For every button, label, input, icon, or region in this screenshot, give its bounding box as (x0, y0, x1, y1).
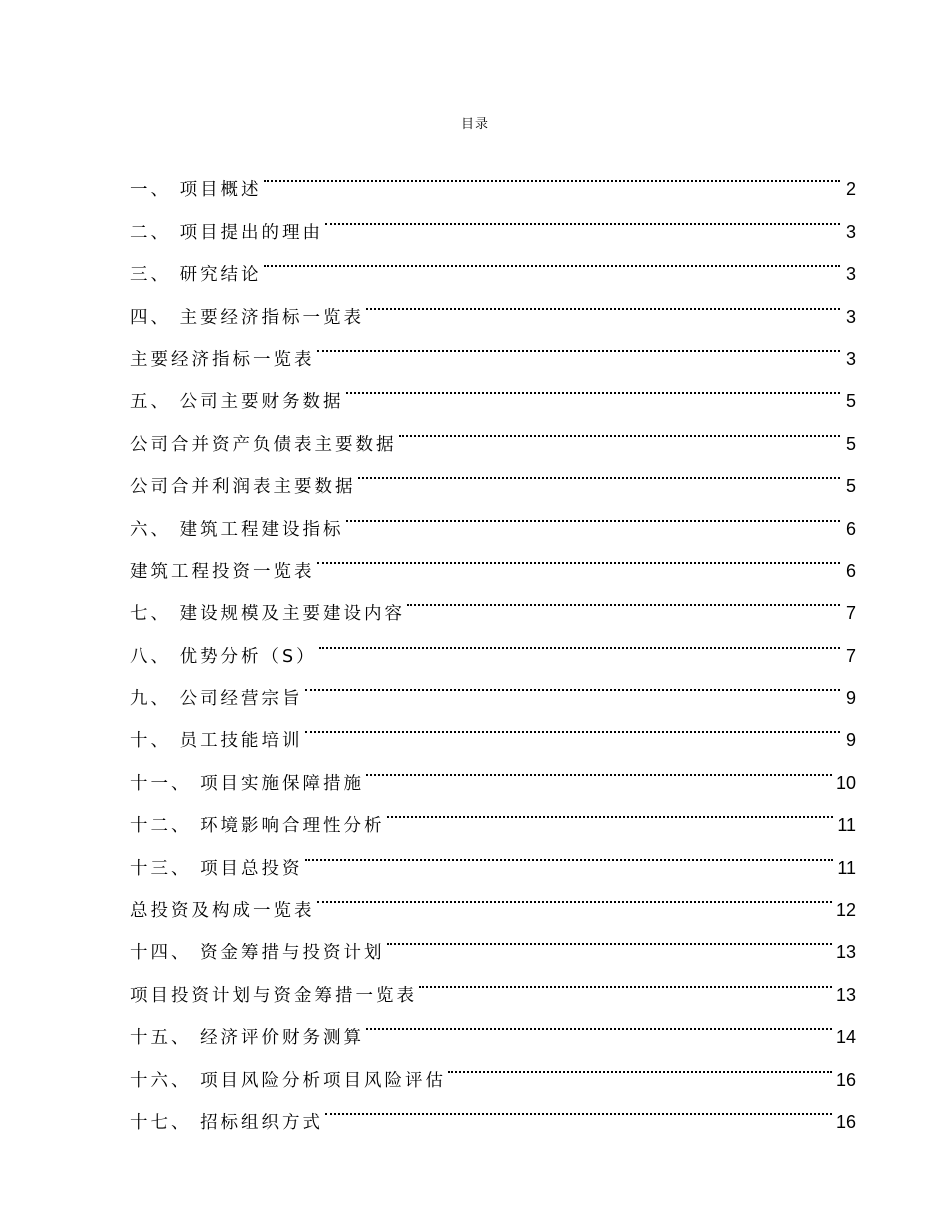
toc-entry-page-number: 10 (835, 772, 856, 793)
toc-dot-leader (358, 450, 841, 492)
toc-dot-leader (346, 492, 840, 534)
toc-entry-page-number: 3 (845, 221, 856, 242)
toc-dot-leader (317, 535, 841, 577)
toc-entry-page-number: 7 (845, 645, 856, 666)
toc-entry-label: 八、 优势分析（S） (130, 646, 317, 667)
toc-dot-leader (366, 280, 840, 322)
toc-entry-label: 六、 建筑工程建设指标 (130, 519, 344, 540)
toc-entry-label: 七、 建设规模及主要建设内容 (130, 604, 406, 625)
table-of-contents (130, 153, 856, 1133)
toc-title: 目录 (460, 117, 489, 132)
toc-entry-label: 公司合并利润表主要数据 (130, 477, 356, 498)
toc-entry-page-number: 3 (845, 264, 856, 285)
toc-dot-leader (387, 916, 832, 958)
toc-dot-leader (366, 1001, 832, 1043)
toc-dot-leader (407, 577, 840, 619)
toc-entry-label: 九、 公司经营宗旨 (130, 689, 303, 710)
toc-entry-label: 建筑工程投资一览表 (130, 561, 315, 582)
toc-dot-leader (419, 958, 832, 1000)
toc-entry-page-number: 5 (845, 391, 856, 412)
toc-entry-page-number: 6 (845, 560, 856, 581)
toc-entry-label: 项目投资计划与资金筹措一览表 (130, 985, 417, 1006)
toc-entry-page-number: 6 (845, 518, 856, 539)
toc-dot-leader (264, 238, 840, 280)
toc-entry-label: 十五、 经济评价财务测算 (130, 1028, 365, 1049)
toc-entry-page-number: 16 (835, 1111, 856, 1132)
toc-entry-label: 十一、 项目实施保障措施 (130, 773, 365, 794)
toc-dot-leader (325, 195, 840, 237)
toc-dot-leader (305, 704, 840, 746)
toc-entry-page-number: 7 (845, 603, 856, 624)
toc-entry-page-number: 9 (845, 688, 856, 709)
toc-entry-label: 十四、 资金筹措与投资计划 (130, 943, 385, 964)
toc-entry-page-number: 13 (835, 984, 856, 1005)
toc-dot-leader (264, 153, 840, 195)
toc-entry-label: 五、 公司主要财务数据 (130, 392, 344, 413)
toc-entry[interactable] (130, 153, 856, 201)
toc-entry-label: 三、 研究结论 (130, 265, 262, 286)
toc-entry-label: 十三、 项目总投资 (130, 858, 303, 879)
toc-entry-page-number: 13 (835, 942, 856, 963)
toc-dot-leader (317, 323, 841, 365)
toc-entry-label: 十二、 环境影响合理性分析 (130, 816, 385, 837)
toc-entry-page-number: 11 (837, 857, 856, 878)
toc-entry-label: 公司合并资产负债表主要数据 (130, 434, 397, 455)
toc-dot-leader (305, 831, 834, 873)
toc-entry-label: 十、 员工技能培训 (130, 731, 303, 752)
toc-dot-leader (305, 662, 840, 704)
toc-dot-leader (319, 619, 840, 661)
toc-entry-label: 十六、 项目风险分析项目风险评估 (130, 1070, 447, 1091)
toc-entry-page-number: 5 (845, 433, 856, 454)
toc-entry-page-number: 3 (845, 306, 856, 327)
toc-entry-page-number: 12 (835, 900, 856, 921)
toc-entry-page-number: 5 (845, 476, 856, 497)
toc-entry-page-number: 16 (835, 1069, 856, 1090)
toc-dot-leader (366, 746, 832, 788)
toc-entry-page-number: 3 (845, 348, 856, 369)
toc-dot-leader (399, 407, 841, 449)
toc-entry-label: 十七、 招标组织方式 (130, 1112, 324, 1133)
toc-entry-label: 主要经济指标一览表 (130, 349, 315, 370)
toc-entry-page-number: 9 (845, 730, 856, 751)
toc-dot-leader (325, 1086, 832, 1128)
toc-dot-leader (346, 365, 840, 407)
toc-entry-label: 总投资及构成一览表 (130, 901, 315, 922)
toc-entry-label: 二、 项目提出的理由 (130, 222, 324, 243)
toc-dot-leader (387, 789, 834, 831)
toc-entry-label: 一、 项目概述 (130, 180, 262, 201)
toc-entry-page-number: 2 (845, 179, 856, 200)
toc-entry-page-number: 11 (837, 815, 856, 836)
toc-dot-leader (317, 874, 832, 916)
toc-entry-page-number: 14 (835, 1027, 856, 1048)
toc-entry-label: 四、 主要经济指标一览表 (130, 307, 365, 328)
toc-dot-leader (448, 1043, 832, 1085)
